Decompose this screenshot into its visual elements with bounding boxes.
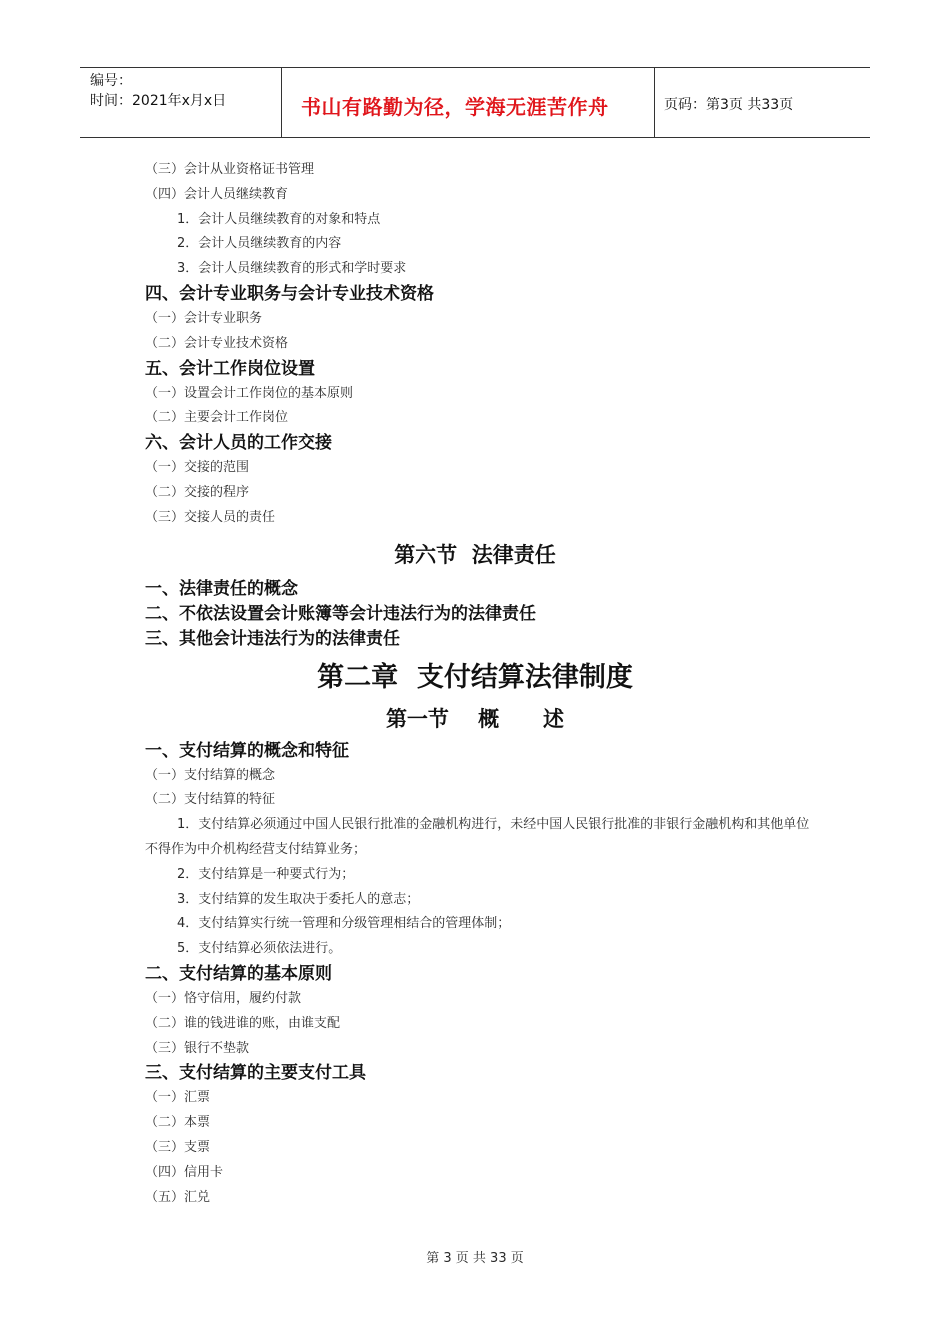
heading-one: 一、支付结算的概念和特征	[145, 740, 349, 761]
heading-item: 三、其他会计违法行为的法律责任	[145, 628, 400, 649]
list-item: （一）恪守信用，履约付款	[145, 990, 302, 1006]
feature-paragraph: 1．支付结算必须通过中国人民银行批准的金融机构进行，未经中国人民银行批准的非银行金融机构和其他单位不得作为中介机构经营支付结算业务；	[145, 817, 810, 857]
list-item: （三）会计从业资格证书管理	[145, 162, 315, 177]
numbered-item: 3．会计人员继续教育的形式和学时要求	[177, 261, 407, 277]
list-item: （二）支付结算的特征	[145, 792, 276, 808]
heading-item: 一、法律责任的概念	[145, 578, 298, 599]
list-item: （三）银行不垫款	[145, 1040, 250, 1056]
chapter-title: 第二章 支付结算法律制度	[317, 661, 633, 693]
list-item: （四）信用卡	[145, 1164, 224, 1180]
list-item: （一）汇票	[145, 1090, 211, 1106]
list-item: （二）本票	[145, 1115, 211, 1131]
numbered-item: 1．会计人员继续教育的对象和特点	[177, 211, 381, 227]
heading-six: 六、会计人员的工作交接	[145, 433, 332, 454]
list-item: （五）汇兑	[145, 1189, 211, 1205]
heading-two: 二、支付结算的基本原则	[145, 963, 332, 984]
list-item: （三）支票	[145, 1139, 211, 1155]
heading-four: 四、会计专业职务与会计专业技术资格	[145, 283, 434, 304]
heading-five: 五、会计工作岗位设置	[145, 358, 315, 379]
time-label: 时间：2021年x月x日	[90, 93, 227, 109]
page-info: 页码：第3页 共33页	[664, 97, 794, 113]
list-item: （二）会计专业技术资格	[145, 335, 289, 351]
list-item: （一）设置会计工作岗位的基本原则	[145, 385, 354, 401]
heading-item: 二、不依法设置会计账簿等会计违法行为的法律责任	[145, 603, 536, 624]
page-footer: 第 3 页 共 33 页	[426, 1251, 524, 1266]
page-header	[80, 67, 870, 138]
document-body	[145, 158, 825, 1210]
numbered-item: 5．支付结算必须依法进行。	[177, 941, 342, 957]
numbered-item: 3．支付结算的发生取决于委托人的意志；	[177, 891, 420, 907]
list-item: （二）交接的程序	[145, 484, 250, 500]
list-item: （二）主要会计工作岗位	[145, 410, 289, 426]
section-title: 第六节 法律责任	[394, 542, 556, 567]
header-divider	[281, 68, 282, 137]
numbered-item: 4．支付结算实行统一管理和分级管理相结合的管理体制；	[177, 916, 511, 932]
list-item: （四）会计人员继续教育	[145, 186, 289, 202]
numbered-item: 2．会计人员继续教育的内容	[177, 236, 342, 252]
list-item: （一）支付结算的概念	[145, 767, 276, 783]
number-label: 编号：	[90, 73, 132, 89]
numbered-item: 2．支付结算是一种要式行为；	[177, 866, 355, 882]
list-item: （三）交接人员的责任	[145, 509, 276, 525]
heading-three: 三、支付结算的主要支付工具	[145, 1063, 366, 1084]
section-title: 第一节 概 述	[385, 706, 565, 731]
list-item: （一）交接的范围	[145, 460, 250, 476]
header-motto: 书山有路勤为径，学海无涯苦作舟	[301, 95, 609, 119]
list-item: （一）会计专业职务	[145, 310, 263, 326]
header-divider	[654, 68, 655, 137]
list-item: （二）谁的钱进谁的账，由谁支配	[145, 1015, 341, 1031]
